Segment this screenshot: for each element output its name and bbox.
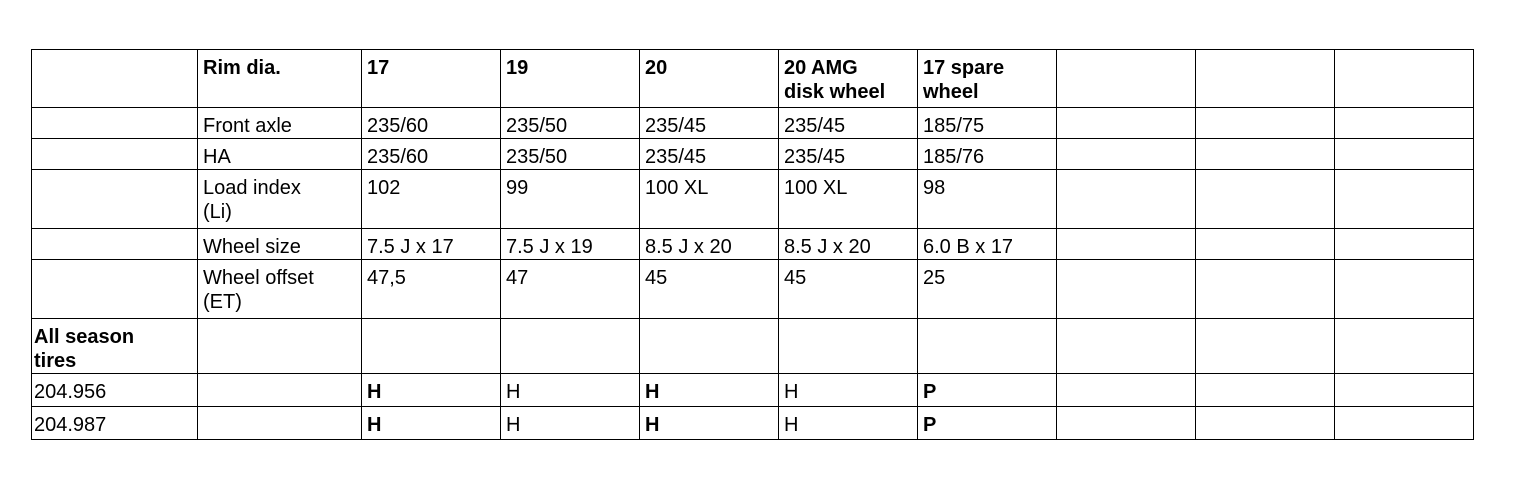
table-cell [32,229,198,260]
table-cell [198,139,362,170]
cell-text: P [923,414,937,436]
cell-text: 235/50 [506,115,568,137]
table-cell [779,374,918,407]
table-cell [501,319,640,374]
ha-row [32,139,1474,170]
table-cell [1335,50,1474,108]
table-cell [32,374,198,407]
cell-text: 204.987 [34,414,107,436]
cell-text: 235/60 [367,146,429,168]
cell-text: H [506,381,521,403]
table-cell [501,170,640,229]
cell-text: 100 XL [645,177,709,199]
cell-text: 185/75 [923,115,985,137]
table-cell [1335,139,1474,170]
table-cell [362,407,501,440]
table-cell [501,374,640,407]
cell-text: 17 [367,57,390,79]
table-cell [1057,108,1196,139]
table-cell [779,50,918,108]
cell-text: 235/45 [645,146,707,168]
cell-text: H [506,414,521,436]
table-cell [779,229,918,260]
table-cell [501,229,640,260]
table-cell [779,260,918,319]
table-cell [198,50,362,108]
front-axle-row [32,108,1474,139]
cell-text: 235/45 [645,115,707,137]
table-cell [362,319,501,374]
table-cell [1057,50,1196,108]
table-cell [1335,170,1474,229]
cell-text: 98 [923,177,946,199]
table-cell [779,407,918,440]
table-cell [640,50,779,108]
table-cell [640,229,779,260]
table-cell [640,319,779,374]
table-cell [1196,407,1335,440]
cell-text: 204.956 [34,381,107,403]
table-cell [1335,319,1474,374]
header-row [32,50,1474,108]
cell-text: H [784,414,799,436]
cell-text: 20 [645,57,668,79]
table-cell [918,108,1057,139]
cell-text: 45 [645,267,668,289]
cell-text: Wheel offset (ET) [203,267,314,313]
table-cell [779,319,918,374]
table-cell [362,260,501,319]
table-cell [779,139,918,170]
cell-text: 25 [923,267,946,289]
cell-text: 8.5 J x 20 [784,236,871,258]
table-cell [779,108,918,139]
table-cell [32,108,198,139]
cell-text: 17 spare wheel [923,57,1005,103]
table-cell [918,407,1057,440]
table-cell [918,50,1057,108]
cell-text: 7.5 J x 17 [367,236,454,258]
cell-text: 235/50 [506,146,568,168]
table-cell [1335,407,1474,440]
table-cell [918,229,1057,260]
cell-text: 235/60 [367,115,429,137]
model-204-987-row [32,407,1474,440]
cell-text: 20 AMG disk wheel [784,57,886,103]
table-cell [640,374,779,407]
model-204-956-row [32,374,1474,407]
table-cell [362,139,501,170]
cell-text: Front axle [203,115,292,137]
table-cell [32,50,198,108]
table-cell [362,108,501,139]
table-cell [198,229,362,260]
cell-text: H [367,414,382,436]
table-cell [1335,374,1474,407]
load-index-row [32,170,1474,229]
table-cell [362,170,501,229]
table-cell [1196,319,1335,374]
cell-text: H [784,381,799,403]
table-cell [362,229,501,260]
table-cell [1057,374,1196,407]
table-cell [918,139,1057,170]
table-cell [1196,139,1335,170]
cell-text: 235/45 [784,115,846,137]
wheel-offset-row [32,260,1474,319]
cell-text: Load index (Li) [203,177,301,223]
table-cell [198,374,362,407]
table-cell [198,319,362,374]
cell-text: 19 [506,57,529,79]
cell-text: 47,5 [367,267,406,289]
table-cell [1057,260,1196,319]
table-cell [640,139,779,170]
table-cell [362,50,501,108]
table-cell [640,108,779,139]
table-cell [198,407,362,440]
cell-text: H [645,414,660,436]
table-cell [1335,108,1474,139]
table-cell [1335,260,1474,319]
table-cell [1057,170,1196,229]
table-cell [1057,139,1196,170]
cell-text: 185/76 [923,146,985,168]
cell-text: Rim dia. [203,57,281,79]
table-cell [1057,229,1196,260]
cell-text: 235/45 [784,146,846,168]
table-cell [1057,319,1196,374]
table-cell [32,260,198,319]
cell-text: P [923,381,937,403]
cell-text: 6.0 B x 17 [923,236,1014,258]
cell-text: 7.5 J x 19 [506,236,593,258]
table-cell [32,139,198,170]
table-cell [1335,229,1474,260]
cell-text: 102 [367,177,401,199]
table-cell [1196,50,1335,108]
cell-text: 45 [784,267,807,289]
table-cell [1196,374,1335,407]
table-cell [1196,260,1335,319]
table-cell [1057,407,1196,440]
table-cell [918,374,1057,407]
cell-text: All season tires [34,326,135,372]
table-cell [640,260,779,319]
table-cell [1196,170,1335,229]
table-cell [918,260,1057,319]
table-cell [918,170,1057,229]
table-cell [198,170,362,229]
cell-text: H [367,381,382,403]
table-cell [1196,229,1335,260]
table-cell [32,170,198,229]
table-cell [779,170,918,229]
wheel-size-row [32,229,1474,260]
table-cell [501,139,640,170]
cell-text: 47 [506,267,529,289]
table-cell [640,407,779,440]
table-cell [198,260,362,319]
table-cell [501,260,640,319]
cell-text: Wheel size [203,236,301,258]
cell-text: HA [203,146,231,168]
table-cell [362,374,501,407]
all-season-tires-row [32,319,1474,374]
table-cell [501,407,640,440]
cell-text: 100 XL [784,177,848,199]
table-cell [198,108,362,139]
cell-text: 8.5 J x 20 [645,236,732,258]
table-cell [918,319,1057,374]
table-cell [1196,108,1335,139]
table-cell [32,319,198,374]
table-cell [501,50,640,108]
table-cell [32,407,198,440]
tire-spec-table [31,49,1474,440]
table-cell [501,108,640,139]
cell-text: 99 [506,177,529,199]
table-cell [640,170,779,229]
cell-text: H [645,381,660,403]
